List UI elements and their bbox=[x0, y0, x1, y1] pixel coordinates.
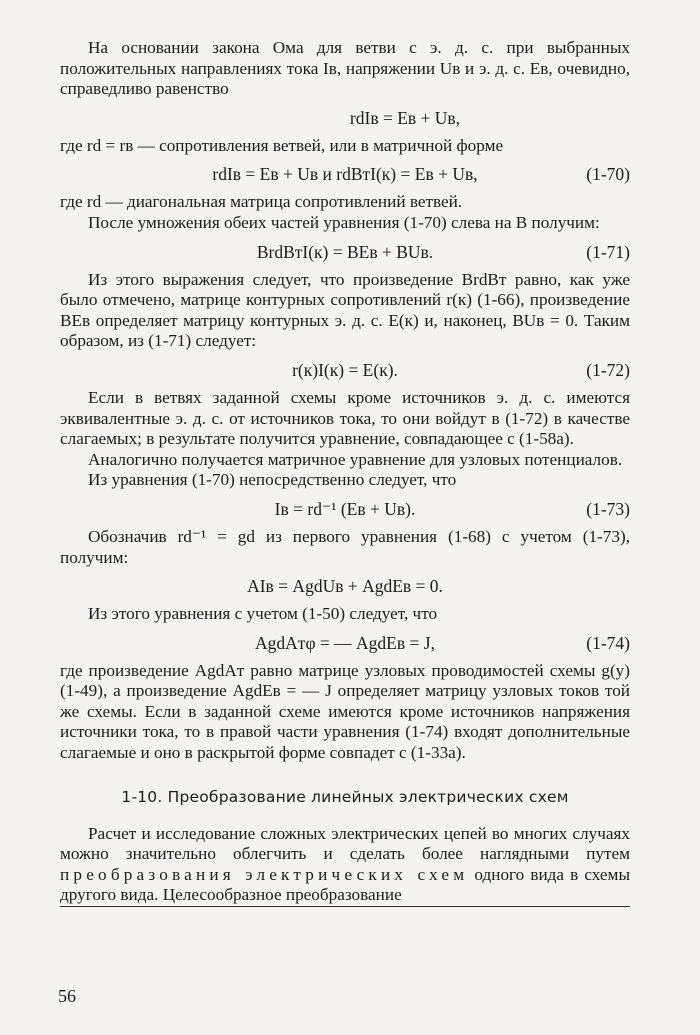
paragraph-10: Из этого уравнения с учетом (1-50) следует, что bbox=[88, 604, 438, 624]
equation-number: (1-74) bbox=[586, 632, 630, 653]
page-number: 56 bbox=[58, 986, 76, 1006]
paragraph-8: Из уравнения (1-70) непосредственно следует, что bbox=[88, 470, 457, 490]
paragraph-5: Из этого выражения следует, что произведение BrdBт равно, как уже было отмечено, матрице контурных сопротивлений r(к) (1-66), произведение BEв определяет матрицу контурных э. д. с. E(к) и, наконец, BUв = 0. Таким образом, из (1-71) следует: bbox=[60, 269, 630, 351]
equation-node-balance bbox=[60, 568, 630, 604]
equation-expression: BrdBтI(к) = BEв + BUв. bbox=[256, 241, 434, 262]
section-heading: 1-10. Преобразование линейных электрических схем bbox=[121, 787, 569, 806]
equation-expression: rdIв = Eв + Uв и rdBтI(к) = Eв + Uв, bbox=[212, 164, 478, 185]
equation-1-71 bbox=[60, 234, 630, 270]
paragraph-2: где rd = rв — сопротивления ветвей, или в матричной форме bbox=[60, 135, 504, 155]
paragraph-12-emphasis: преобразования электрических схем bbox=[60, 864, 469, 884]
equation-number: (1-72) bbox=[586, 359, 630, 380]
paragraph-6: Если в ветвях заданной схемы кроме источников э. д. с. имеются эквивалентные э. д. с. от источников тока, то они войдут в (1-72) в качестве слагаемых; в результате получится уравнение, совпадающее с (1-58а). bbox=[60, 387, 630, 449]
paragraph-11: где произведение AgdAт равно матрице узловых проводимостей схемы g(у) (1-49), а произведение AgdEв = — J определяет матрицу узловых токов той же схемы. Если в заданной схеме имеются кроме источников напряжения источники тока, то в правой части уравнения (1-74) входят дополнительные слагаемые и оно в раскрытой форме совпадет с (1-33а). bbox=[60, 660, 630, 763]
paragraph-3: где rd — диагональная матрица сопротивлений ветвей. bbox=[60, 192, 463, 212]
equation-expression: r(к)I(к) = E(к). bbox=[292, 359, 398, 380]
equation-number: (1-71) bbox=[586, 241, 630, 262]
paragraph-12 bbox=[60, 824, 630, 907]
equation-expression: AgdAтφ = — AgdEв = J, bbox=[255, 632, 435, 653]
equation-expression: AIв = AgdUв + AgdEв = 0. bbox=[247, 576, 443, 597]
equation-1-70 bbox=[60, 156, 630, 192]
paragraph-7: Аналогично получается матричное уравнение для узловых потенциалов. bbox=[88, 449, 623, 469]
equation-ohm-branch bbox=[60, 100, 630, 136]
equation-1-74 bbox=[60, 625, 630, 661]
page-body bbox=[60, 38, 630, 907]
paragraph-1: На основании закона Ома для ветви с э. д. с. при выбранных положительных направлениях тока Iв, напряжении Uв и э. д. с. Eв, очевидно, справедливо равенство bbox=[60, 38, 630, 99]
equation-1-73 bbox=[60, 491, 630, 527]
paragraph-12-start: Расчет и исследование сложных электрических цепей во многих случаях можно значительно облегчить и сделать более наглядными путем bbox=[60, 823, 630, 864]
equation-expression: Iв = rd⁻¹ (Eв + Uв). bbox=[274, 498, 416, 519]
paragraph-12-end: одного вида в схемы другого вида. Целесообразное преобразование bbox=[60, 864, 630, 905]
equation-expression: rdIв = Eв + Uв, bbox=[349, 107, 461, 128]
paragraph-9: Обозначив rd⁻¹ = gd из первого уравнения (1-68) с учетом (1-73), получим: bbox=[60, 526, 630, 567]
equation-number: (1-73) bbox=[586, 498, 630, 519]
equation-number: (1-70) bbox=[586, 164, 630, 185]
equation-1-72 bbox=[60, 352, 630, 388]
paragraph-4: После умножения обеих частей уравнения (1-70) слева на B получим: bbox=[88, 212, 600, 232]
